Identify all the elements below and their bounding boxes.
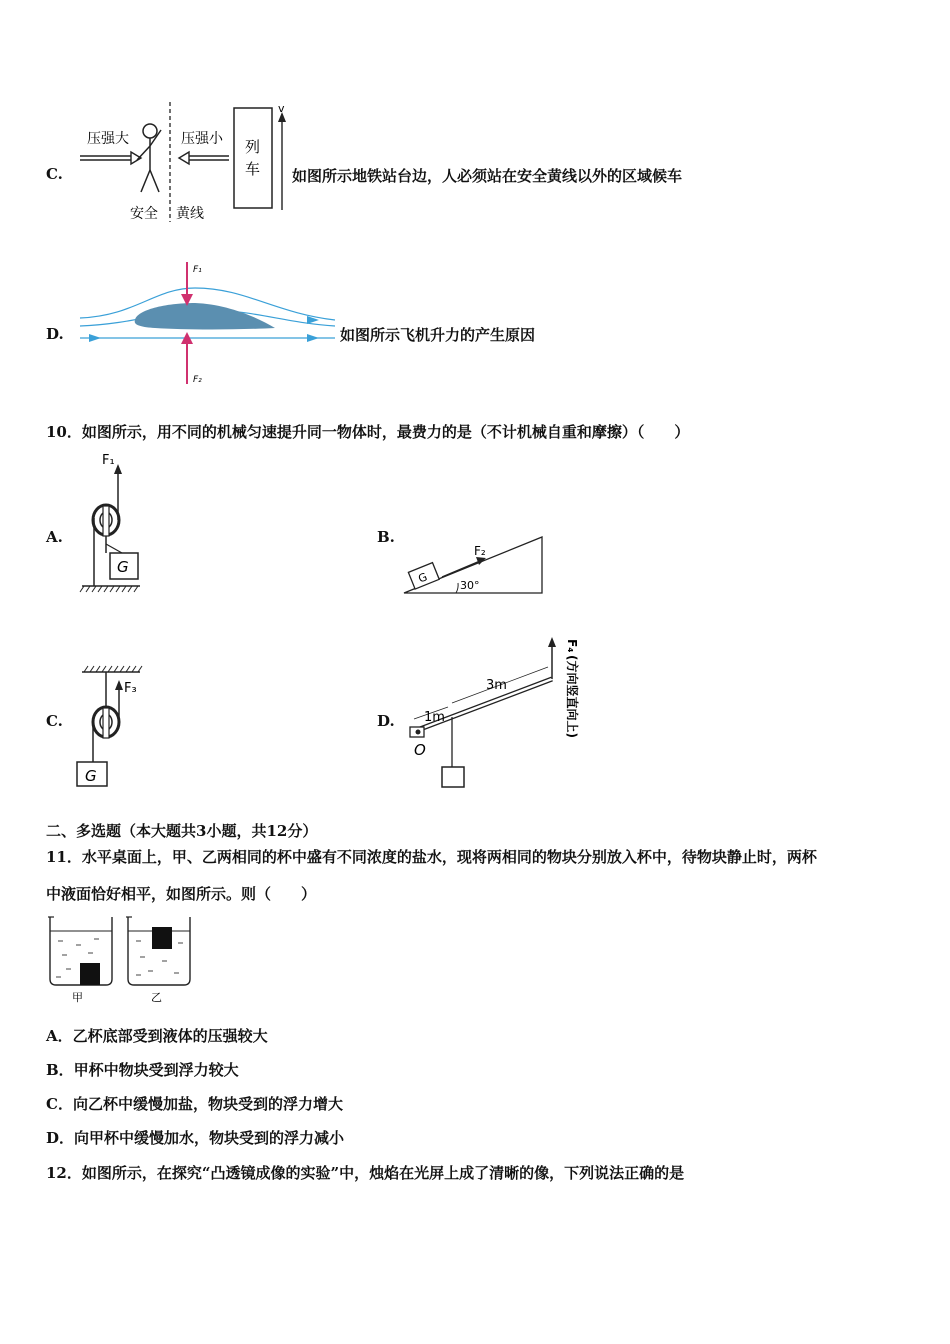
weight-g-label: G bbox=[85, 767, 97, 785]
question-12-stem: 12．如图所示，在探究“凸透镜成像的实验”中，烛焰在光屏上成了清晰的像，下列说法正确的是 bbox=[46, 1164, 685, 1182]
q10-option-c-letter: C. bbox=[46, 712, 63, 730]
option-c-letter: C. bbox=[46, 165, 63, 183]
airplane-wing-figure bbox=[75, 258, 340, 388]
question-10-stem: 10．如图所示，用不同的机械匀速提升同一物体时，最费力的是（不计机械自重和摩擦）（ ） bbox=[46, 423, 690, 441]
two-cups-figure bbox=[44, 913, 194, 1009]
f1-label: F₁ bbox=[193, 265, 202, 275]
q10-option-b-letter: B. bbox=[377, 528, 395, 546]
force-f2-label: F₂ bbox=[474, 544, 486, 558]
question-11-stem-line2: 中液面恰好相平，如图所示。则（ ） bbox=[46, 885, 317, 903]
question-11-stem-line1: 11．水平桌面上，甲、乙两相同的杯中盛有不同浓度的盐水，现将两相同的物块分别放入杯中，待物块静止时，两杯 bbox=[46, 848, 817, 866]
q11-option-a: A．乙杯底部受到液体的压强较大 bbox=[46, 1027, 268, 1045]
low-pressure-arrow bbox=[179, 152, 189, 164]
block-yi bbox=[152, 927, 172, 949]
weight-g-label: G bbox=[117, 558, 129, 576]
fixed-pulley-figure bbox=[74, 664, 146, 792]
q11-option-d: D．向甲杯中缓慢加水，物块受到的浮力减小 bbox=[46, 1129, 345, 1147]
force-direction-label: (方向竖直向上) bbox=[565, 655, 579, 738]
block-g-label: G bbox=[416, 570, 430, 586]
q10-option-d-letter: D. bbox=[377, 712, 395, 730]
movable-pulley-figure bbox=[74, 448, 146, 596]
high-pressure-label: 压强大 bbox=[87, 131, 129, 147]
train-label-1: 列 bbox=[245, 138, 261, 156]
q11-option-c: C．向乙杯中缓慢加盐，物块受到的浮力增大 bbox=[46, 1095, 343, 1113]
force-f4-label: F₄ bbox=[565, 639, 579, 653]
block-jia bbox=[80, 963, 100, 985]
q10-option-a-letter: A. bbox=[46, 528, 63, 546]
force-f1-label: F₁ bbox=[102, 453, 115, 468]
velocity-label: v bbox=[278, 102, 285, 115]
subway-platform-figure bbox=[75, 100, 290, 225]
cup-yi-label: 乙 bbox=[151, 991, 162, 1004]
section-2-title: 二、多选题（本大题共3小题，共12分） bbox=[46, 822, 318, 840]
yellow-line-label: 黄线 bbox=[176, 206, 204, 222]
cup-jia-label: 甲 bbox=[72, 991, 83, 1004]
f2-label: F₂ bbox=[193, 375, 202, 385]
option-d-letter: D. bbox=[46, 325, 64, 343]
low-pressure-label: 压强小 bbox=[181, 131, 223, 147]
option-c-text: 如图所示地铁站台边，人必须站在安全黄线以外的区域候车 bbox=[292, 167, 683, 185]
train-label-2: 车 bbox=[245, 160, 261, 178]
wing-shape bbox=[135, 303, 275, 330]
force-f3-label: F₃ bbox=[124, 681, 137, 696]
lever-figure bbox=[404, 633, 580, 791]
force-f2-arrow bbox=[442, 561, 480, 577]
safe-label: 安全 bbox=[130, 206, 158, 222]
train-box bbox=[234, 108, 272, 208]
angle-label: 30° bbox=[460, 579, 480, 592]
length-1m-label: 1m bbox=[424, 710, 445, 725]
q11-option-b: B．甲杯中物块受到浮力较大 bbox=[46, 1061, 239, 1079]
incline-figure bbox=[402, 533, 544, 597]
length-3m-label: 3m bbox=[486, 678, 507, 693]
hanging-weight bbox=[442, 767, 464, 787]
option-d-text: 如图所示飞机升力的产生原因 bbox=[340, 326, 536, 344]
pivot-o-label: O bbox=[414, 741, 426, 759]
